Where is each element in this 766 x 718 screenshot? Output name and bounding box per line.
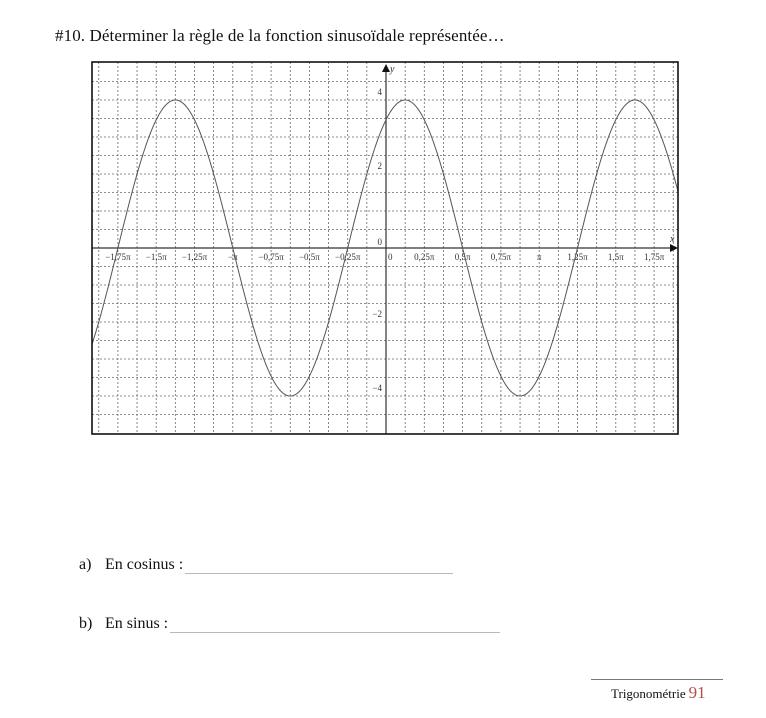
question-b [79, 615, 500, 633]
x-tick-label: −1,5π [145, 252, 167, 262]
x-axis-arrow-icon [670, 244, 678, 252]
x-axis-label: x [670, 234, 675, 245]
x-tick-label: 0 [388, 252, 393, 262]
exercise-title: #10. Déterminer la règle de la fonction sinusoïdale représentée… [55, 26, 505, 45]
x-tick-label: −0,25π [335, 252, 361, 262]
x-tick-label: 0,75π [490, 252, 512, 262]
x-tick-label: 1,25π [567, 252, 588, 262]
y-tick-label: −2 [372, 309, 382, 319]
y-tick-label: 0 [377, 237, 382, 247]
sine-answer-field[interactable] [170, 618, 500, 633]
x-tick-label: −0,5π [298, 252, 320, 262]
x-tick-label: 0,25π [414, 252, 435, 262]
axes [92, 64, 678, 434]
x-tick-label: 1,75π [643, 252, 665, 262]
x-tick-label: 0,5π [454, 252, 471, 262]
chapter-name: Trigonométrie [611, 686, 686, 701]
x-tick-label: −0,75π [258, 252, 284, 262]
y-tick-label: 2 [377, 161, 382, 171]
x-tick-label: −π [227, 252, 238, 262]
y-axis-arrow-icon [382, 64, 390, 72]
y-tick-label: 4 [377, 87, 382, 97]
page-number: 91 [688, 683, 706, 702]
y-axis-label: y [390, 64, 395, 75]
question-a-letter: a) [79, 556, 92, 573]
y-tick-label: −4 [372, 383, 382, 393]
question-b-label: En sinus : [105, 615, 169, 632]
x-tick-label: −1,25π [181, 252, 208, 262]
x-tick-label: −1,75π [105, 252, 131, 262]
question-a-label: En cosinus : [105, 556, 184, 573]
x-tick-label: 1,5π [607, 252, 624, 262]
tick-labels [105, 87, 664, 393]
footer-divider [591, 679, 723, 680]
cosine-answer-field[interactable] [185, 559, 453, 574]
question-b-letter: b) [79, 615, 93, 632]
page-footer [611, 683, 706, 703]
question-a [79, 556, 453, 574]
x-tick-label: π [536, 252, 542, 262]
